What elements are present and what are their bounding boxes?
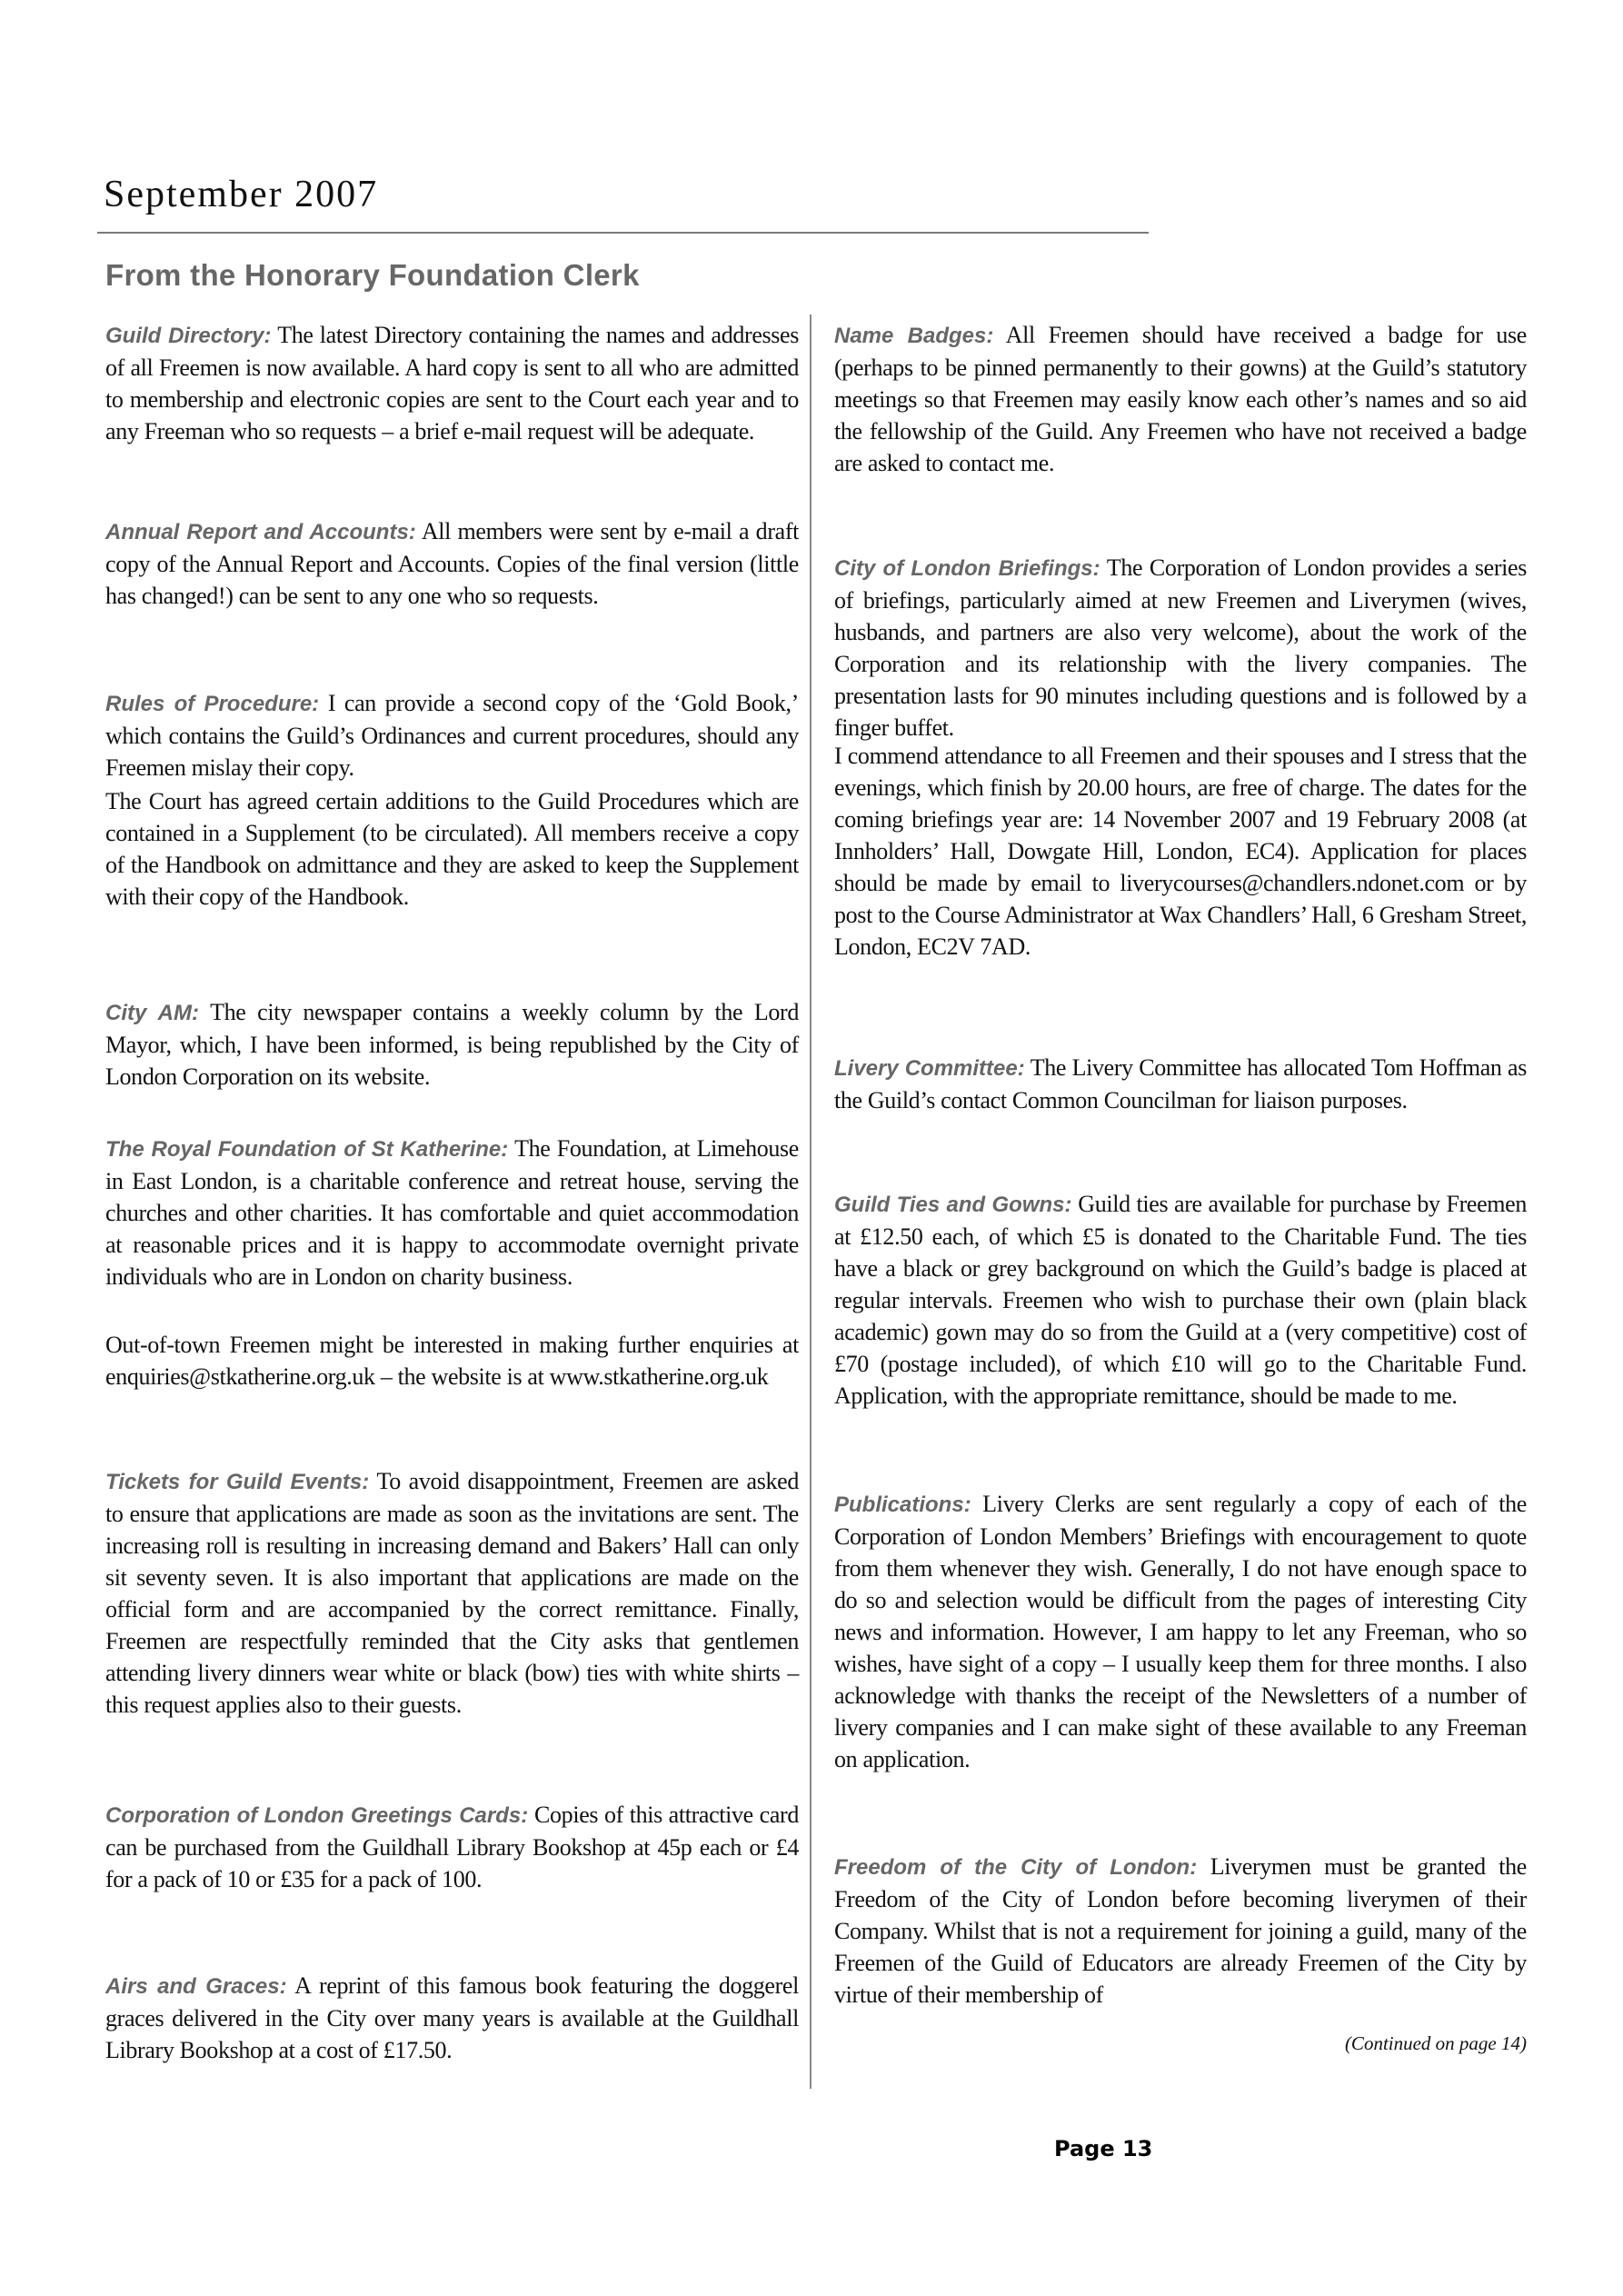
article-lead: Name Badges: — [834, 324, 994, 348]
article-body: All Freemen should have received a badge for use (perhaps to be pinned permanently to their gowns) at the Guild’s statutory meetings so that Freemen may easily know each other’s names and so aid the fellowship of the Guild. Any Freemen who have not received a badge are asked to contact me. — [834, 322, 1527, 476]
section-title: From the Honorary Foundation Clerk — [105, 258, 640, 292]
article-lead: City AM: — [105, 1001, 199, 1025]
article-tickets — [105, 1465, 799, 1721]
article-body: I can provide a second copy of the ‘Gold Book,’ which contains the Guild’s Ordinances and current procedures, should any Freemen mislay their copy. — [105, 690, 799, 781]
article-body: Liverymen must be granted the Freedom of the City of London before becoming liverymen of their Company. Whilst that is not a requirement for joining a guild, many of the Freemen of the Guild of Educators are already Freemen of the City by virtue of their membership of — [834, 1853, 1528, 2008]
article-lead: Guild Ties and Gowns: — [834, 1193, 1072, 1217]
article-body: The Corporation of London provides a series of briefings, particularly aimed at new Freemen and Liverymen (wives, husbands, and partners are also very welcome), about the work of the Corporation and its relationship with the livery companies. The presentation lasts for 90 minutes including questions and is followed by a finger buffet. — [834, 554, 1527, 741]
article-lead: Livery Committee: — [834, 1056, 1025, 1081]
article-out-of-town — [105, 1329, 799, 1393]
issue-date: September 2007 — [104, 174, 379, 215]
article-court-additions — [105, 785, 799, 913]
article-name-badges — [834, 319, 1527, 479]
article-lead: Rules of Procedure: — [105, 692, 320, 716]
article-city-am — [105, 996, 799, 1093]
article-greetings-cards — [105, 1799, 799, 1895]
article-ties-and-gowns — [834, 1188, 1527, 1412]
column-divider — [810, 314, 812, 2089]
article-lead: The Royal Foundation of St Katherine: — [105, 1137, 509, 1162]
article-body: Copies of this attractive card can be purchased from the Guildhall Library Bookshop at 45p each or £4 for a pack of 10 or £35 for a pack of 100. — [105, 1802, 799, 1892]
article-publications — [834, 1488, 1527, 1775]
article-freedom-of-city — [834, 1851, 1527, 2011]
article-lead: Annual Report and Accounts: — [105, 520, 416, 544]
article-body: The Livery Committee has allocated Tom Hoffman as the Guild’s contact Common Councilman for liaison purposes. — [834, 1054, 1527, 1113]
article-body: Livery Clerks are sent regularly a copy of each of the Corporation of London Members’ Briefings with encouragement to quote from them whenever they wish. Generally, I do not have enough space to do so and selection would be difficult from the pages of interesting City news and information. However, I am happy to let any Freeman, who so wishes, have sight of a copy – I usually keep them for three months. I also acknowledge with thanks the receipt of the Newsletters of a number of livery companies and I can make sight of these available to any Freeman on application. — [834, 1491, 1527, 1772]
article-body: The Court has agreed certain additions to the Guild Procedures which are contained in a Supplement (to be circulated). All members receive a copy of the Handbook on admittance and they are asked to keep the Supplement with their copy of the Handbook. — [105, 788, 799, 910]
continued-note: (Continued on page 14) — [1344, 2032, 1527, 2054]
article-city-briefings — [834, 552, 1527, 744]
article-body: The Foundation, at Limehouse in East London, is a charitable conference and retreat house, serving the churches and other charities. It has comfortable and quiet accommodation at reasonable prices and it is happy to accommodate overnight private individuals who are in London on charity business. — [105, 1135, 799, 1290]
header-rule — [97, 232, 1149, 234]
article-lead: Airs and Graces: — [105, 1974, 287, 1999]
article-body: Guild ties are available for purchase by Freemen at £12.50 each, of which £5 is donated to the Charitable Fund. The ties have a black or grey background on which the Guild’s badge is placed at regular intervals. Freemen who wish to purchase their own (plain black academic) gown may do so from the Guild at a (very competitive) cost of £70 (postage included), of which £10 will go to the Charitable Fund. Application, with the appropriate remittance, should be made to me. — [834, 1191, 1527, 1409]
article-lead: Tickets for Guild Events: — [105, 1470, 370, 1494]
article-rules-of-procedure — [105, 687, 799, 784]
article-lead: Freedom of the City of London: — [834, 1855, 1198, 1880]
article-guild-directory — [105, 319, 799, 447]
article-livery-committee — [834, 1052, 1527, 1116]
article-lead: Corporation of London Greetings Cards: — [105, 1803, 529, 1828]
article-body: The latest Directory containing the names and addresses of all Freemen is now available. A hard copy is sent to all who are admitted to membership and electronic copies are sent to the Court each year and to any Freeman who so requests – a brief e-mail request will be adequate. — [105, 322, 799, 444]
article-annual-report — [105, 515, 799, 612]
article-body: The city newspaper contains a weekly column by the Lord Mayor, which, I have been informed, is being republished by the City of London Corporation on its website. — [105, 999, 799, 1090]
article-briefing-dates — [834, 740, 1527, 963]
article-body: All members were sent by e-mail a draft copy of the Annual Report and Accounts. Copies of the final version (little has changed!) can be sent to any one who so requests. — [105, 518, 799, 609]
article-body: A reprint of this famous book featuring the doggerel graces delivered in the City over many years is available at the Guildhall Library Bookshop at a cost of £17.50. — [105, 1972, 799, 2063]
article-body: To avoid disappointment, Freemen are asked to ensure that applications are made as soon as the invitations are sent. The increasing roll is resulting in increasing demand and Bakers’ Hall can only sit seventy seven. It is also important that applications are made on the official form and are accompanied by the correct remittance. Finally, Freemen are respectfully reminded that the City asks that gentlemen attending livery dinners wear white or black (bow) ties with white shirts – this request applies also to their guests. — [105, 1468, 799, 1718]
article-body: Out-of-town Freemen might be interested in making further enquiries at enquiries@stkatherine.org.uk – the website is at www.stkatherine.org.uk — [105, 1332, 799, 1390]
page-number: Page 13 — [1054, 2136, 1153, 2161]
article-royal-foundation — [105, 1133, 799, 1293]
article-lead: City of London Briefings: — [834, 556, 1100, 581]
article-body: I commend attendance to all Freemen and their spouses and I stress that the evenings, which finish by 20.00 hours, are free of charge. The dates for the coming briefings year are: 14 November 2007 and 19 February 2008 (at Innholders’ Hall, Dowgate Hill, London, EC4). Application for places should be made by email to liverycourses@chandlers.ndonet.com or by post to the Course Administrator at Wax Chandlers’ Hall, 6 Gresham Street, London, EC2V 7AD. — [834, 743, 1527, 960]
article-airs-and-graces — [105, 1970, 799, 2066]
article-lead: Publications: — [834, 1492, 971, 1517]
article-lead: Guild Directory: — [105, 324, 272, 348]
